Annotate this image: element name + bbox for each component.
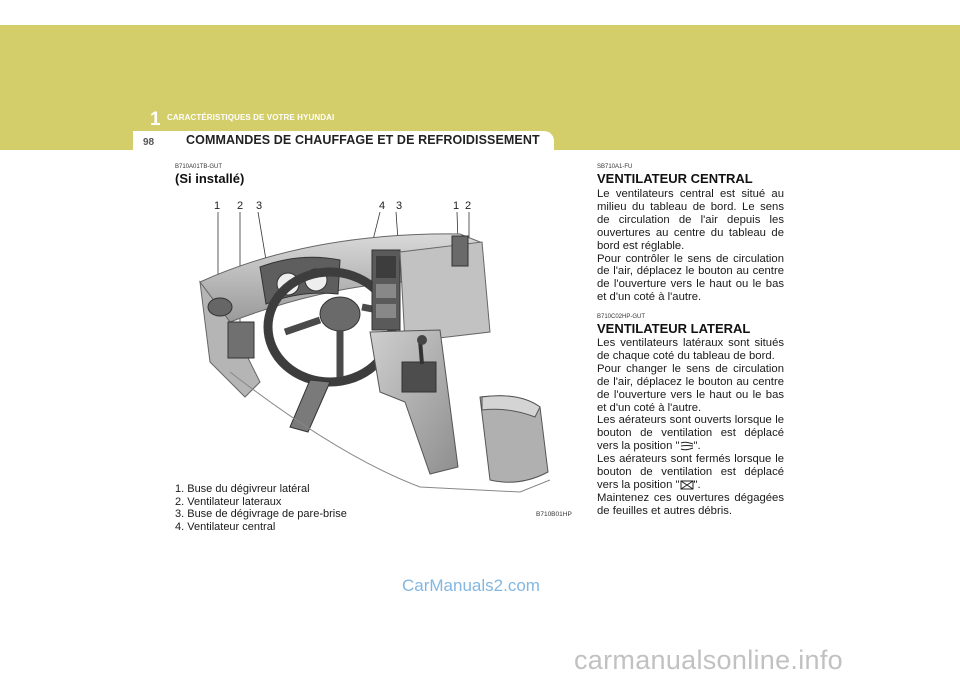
central-heading: VENTILATEUR CENTRAL [597, 171, 753, 186]
chapter-number: 1 [150, 109, 161, 130]
paragraph: Les ventilateurs latéraux sont situés de chaque coté du tableau de bord. [597, 337, 784, 362]
legend-item: 1. Buse du dégivreur latéral [175, 483, 310, 495]
callout-label: 1 [214, 200, 221, 212]
paragraph: Maintenez ces ouvertures dégagées de feuilles et autres débris. [597, 491, 784, 517]
lateral-heading: VENTILATEUR LATERAL [597, 321, 751, 336]
lateral-body [597, 337, 784, 518]
callout-label: 1 [453, 200, 460, 212]
watermark-carmanuals2[interactable]: CarManuals2.com [402, 576, 540, 595]
page-number: 98 [143, 137, 155, 148]
paragraph: Les aérateurs sont ouverts lorsque le bouton de ventilation est déplacé vers la position " ". [597, 414, 784, 453]
vent-open-icon [680, 441, 694, 451]
callout-label: 3 [396, 200, 403, 212]
legend-item: 2. Ventilateur lateraux [175, 495, 282, 508]
paragraph: Les aérateurs sont fermés lorsque le bouton de ventilation est déplacé vers la position " ". [597, 453, 784, 491]
paragraph: Pour contrôler le sens de circulation de l'air, déplacez le bouton au centre de l'ouverture vers le haut ou le bas et d'un coté à l'autre. [597, 252, 784, 304]
chapter-title: CARACTÉRISTIQUES DE VOTRE HYUNDAI [167, 113, 335, 122]
callout-label: 2 [465, 200, 472, 212]
legend-item: 3. Buse de dégivrage de pare-brise [175, 508, 347, 520]
watermark-carmanualsonline[interactable]: carmanualsonline.info [574, 645, 843, 675]
section-title: COMMANDES DE CHAUFFAGE ET DE REFROIDISSEMENT [186, 133, 540, 147]
callout-label: 3 [256, 200, 263, 212]
callout-label: 2 [237, 200, 244, 212]
figure-code: B710B01HP [536, 511, 572, 518]
callout-label: 4 [379, 200, 386, 212]
central-ref-code: SB710A1-FU [597, 164, 633, 170]
paragraph: Le ventilateurs central est situé au milieu du tableau de bord. Le sens de circulation de l'air depuis les ouvertures au centre du tableau de bord est réglable. [597, 188, 784, 252]
left-heading: (Si installé) [175, 171, 245, 186]
figure-legend [175, 483, 347, 533]
legend-item: 4. Ventilateur central [175, 520, 276, 533]
vent-closed-icon [680, 480, 694, 490]
central-body [597, 188, 784, 304]
left-ref-code: B710A01TB-GUT [175, 164, 223, 170]
paragraph: Pour changer le sens de circulation de l'air, déplacez le bouton au centre de l'ouverture vers le haut ou le bas et d'un coté à l'autre. [597, 362, 784, 414]
lateral-ref-code: B710C02HP-GUT [597, 314, 646, 320]
dashboard-illustration [190, 212, 580, 512]
